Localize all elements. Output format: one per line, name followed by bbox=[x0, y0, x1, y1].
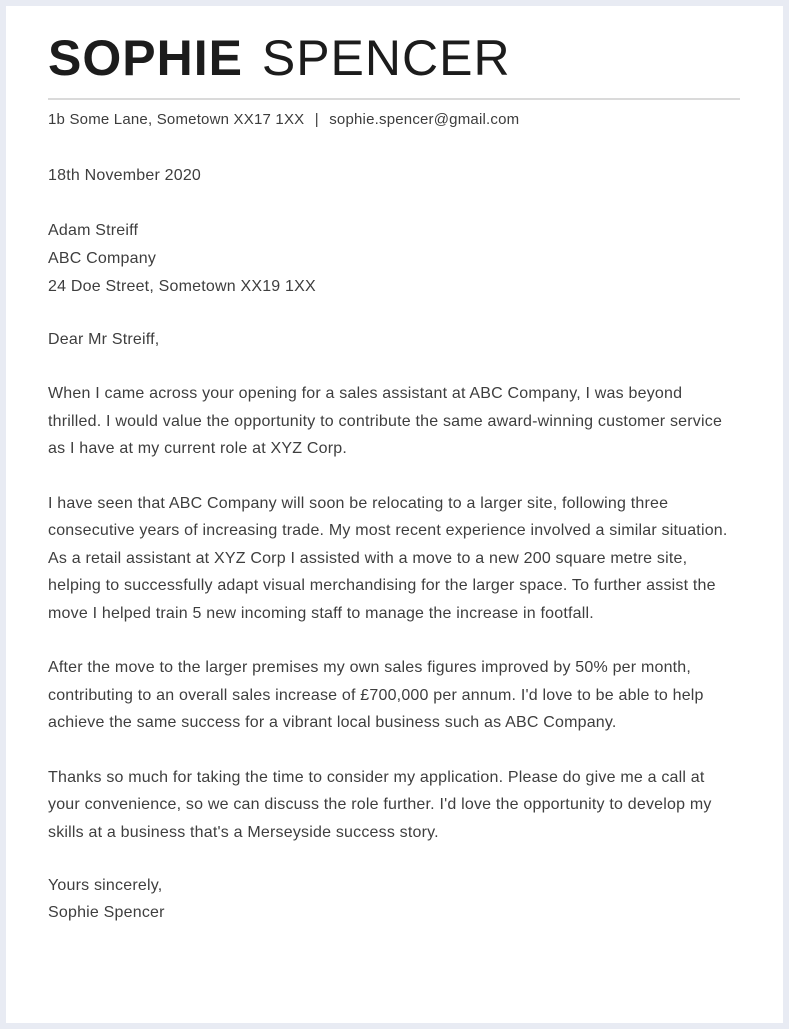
recipient-address: 24 Doe Street, Sometown XX19 1XX bbox=[48, 277, 316, 295]
closing-phrase: Yours sincerely, bbox=[48, 877, 163, 894]
paragraph-4: Thanks so much for taking the time to consider my application. Please do give me a call at your convenience, so we can discuss the role further. I'd love the opportunity to develop my skills at a business that's a Merseyside success story. bbox=[48, 768, 712, 841]
letter-body bbox=[48, 162, 740, 926]
contact-email: sophie.spencer@gmail.com bbox=[329, 111, 520, 128]
paragraph-3: After the move to the larger premises my own sales figures improved by 50% per month, contributing to an overall sales increase of £700,000 per annum. I'd love to be able to help achieve the same success for a vibrant local business such as ABC Company. bbox=[48, 659, 704, 731]
page-title bbox=[48, 32, 740, 84]
signature-name: Sophie Spencer bbox=[48, 904, 165, 921]
letter-date: 18th November 2020 bbox=[48, 167, 202, 184]
recipient-company: ABC Company bbox=[48, 249, 157, 267]
first-name: SOPHIE bbox=[48, 30, 243, 86]
salutation: Dear Mr Streiff, bbox=[48, 330, 160, 348]
page-content bbox=[6, 6, 783, 926]
recipient-name: Adam Streiff bbox=[48, 221, 139, 239]
closing-block bbox=[48, 872, 740, 926]
contact-line bbox=[48, 111, 740, 129]
paragraph-2: I have seen that ABC Company will soon be relocating to a larger site, following three consecutive years of increasing trade. My most recent experience involved a similar situation. As a retail assistant at XYZ Corp I assisted with a move to a new 200 square metre site, helping to successfully adapt visual merchandising for the larger space. To further assist the move I helped train 5 new incoming staff to manage the increase in footfall. bbox=[48, 494, 728, 622]
paragraph-1: When I came across your opening for a sales assistant at ABC Company, I was beyond thrilled. I would value the opportunity to contribute the same award-winning customer service as I have at my current role at XYZ Corp. bbox=[48, 385, 723, 457]
contact-address: 1b Some Lane, Sometown XX17 1XX bbox=[48, 111, 305, 128]
last-name: SPENCER bbox=[261, 30, 511, 86]
letterhead bbox=[48, 32, 740, 129]
header-divider bbox=[48, 98, 740, 100]
contact-separator: | bbox=[314, 111, 319, 128]
recipient-block bbox=[48, 217, 740, 301]
